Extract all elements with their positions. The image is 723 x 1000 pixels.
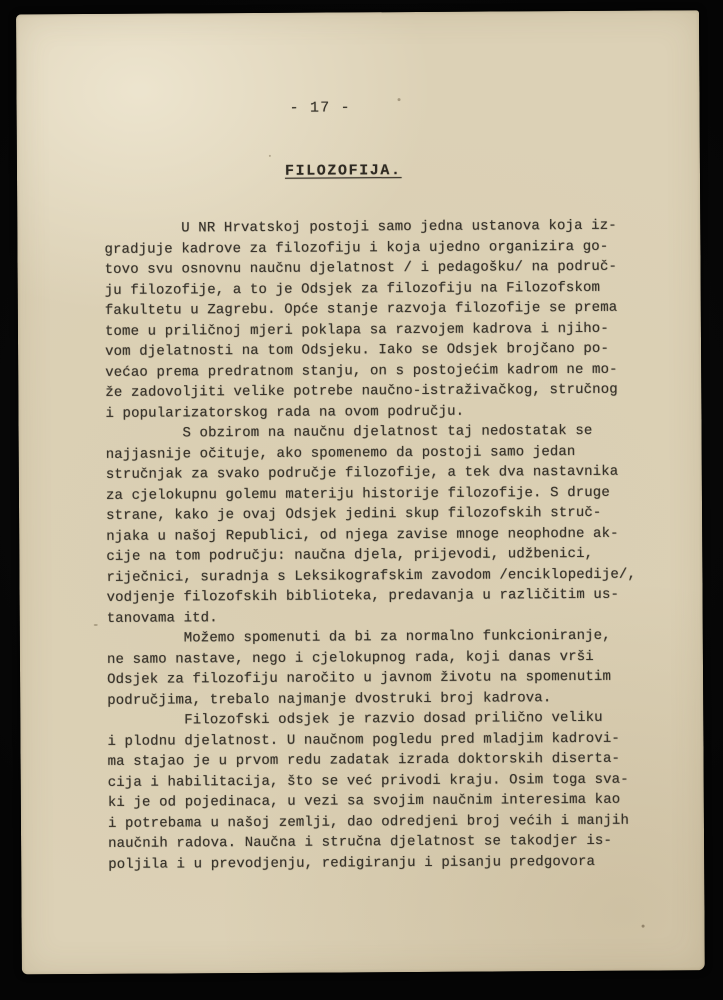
paragraph-4: Filozofski odsjek je razvio dosad prilično veliku i plodnu djelatnost. U naučnom pogledu pred mladjim kadrovi- ma stajao je u prvom redu zadatak izrada doktorskih diserta- cija i habilitacija, što se već privodi kraju. Osim toga sva- ki je od pojedinaca, u vezi sa svojim naučnim interesima kao i potrebama u našoj zemlji, dao odredjeni broj većih i manjih naučnih radova. Naučna i stručna djelatnost se takodjer is- poljila i u prevodjenju, redigiranju i pisanju predgovora — [107, 709, 630, 873]
paper-speck — [398, 98, 401, 101]
paper-speck — [642, 925, 645, 928]
document-page — [16, 10, 705, 974]
paragraph-2: S obzirom na naučnu djelatnost taj nedostatak se najjasnije očituje, ako spomenemo da postoji samo jedan stručnjak za svako područje filozofije, a tek dva nastavnika za cjelokupnu golemu materiju historije filozofije. S druge strane, kako je ovaj Odsjek jedini skup filozofskih struč- njaka u našoj Republici, od njega zavise mnoge neophodne ak- cije na tom području: naučna djela, prijevodi, udžbenici, riječnici, suradnja s Leksikografskim zavodom /enciklopedije/, vodjenje filozofskih biblioteka, predavanja u različitim us- tanovama itd. — [105, 422, 637, 627]
paragraph-3: Možemo spomenuti da bi za normalno funkcioniranje, ne samo nastave, nego i cjelokupnog rada, koji danas vrši Odsjek za filozofiju naročito u javnom životu na spomenutim područjima, trebalo najmanje dvostruki broj kadrova. — [106, 627, 612, 709]
paragraph-1: U NR Hrvatskoj postoji samo jedna ustanova koja iz- gradjuje kadrove za filozofiju i koja ujedno organizira go- tovo svu osnovnu naučnu djelatnost / i pedagošku/ na područ- ju filozofije, a to je Odsjek za filozofiju na Filozofskom fakultetu u Zagrebu. Opće stanje razvoja filozofije se prema tome u priličnoj mjeri poklapa sa razvojem kadrova i njiho- vom djelatnosti na tom Odsjeku. Iako se Odsjek brojčano po- većao prema predratnom stanju, on s postojećim kadrom ne mo- že zadovoljiti velike potrebe naučno-istraživačkog, stručnog i popularizatorskog rada na ovom području. — [104, 217, 618, 422]
paper-speck — [269, 155, 271, 157]
paper-speck — [94, 624, 98, 626]
document-body — [104, 216, 653, 875]
page-number: - 17 - — [289, 99, 351, 117]
document-title: FILOZOFIJA. — [284, 162, 402, 180]
